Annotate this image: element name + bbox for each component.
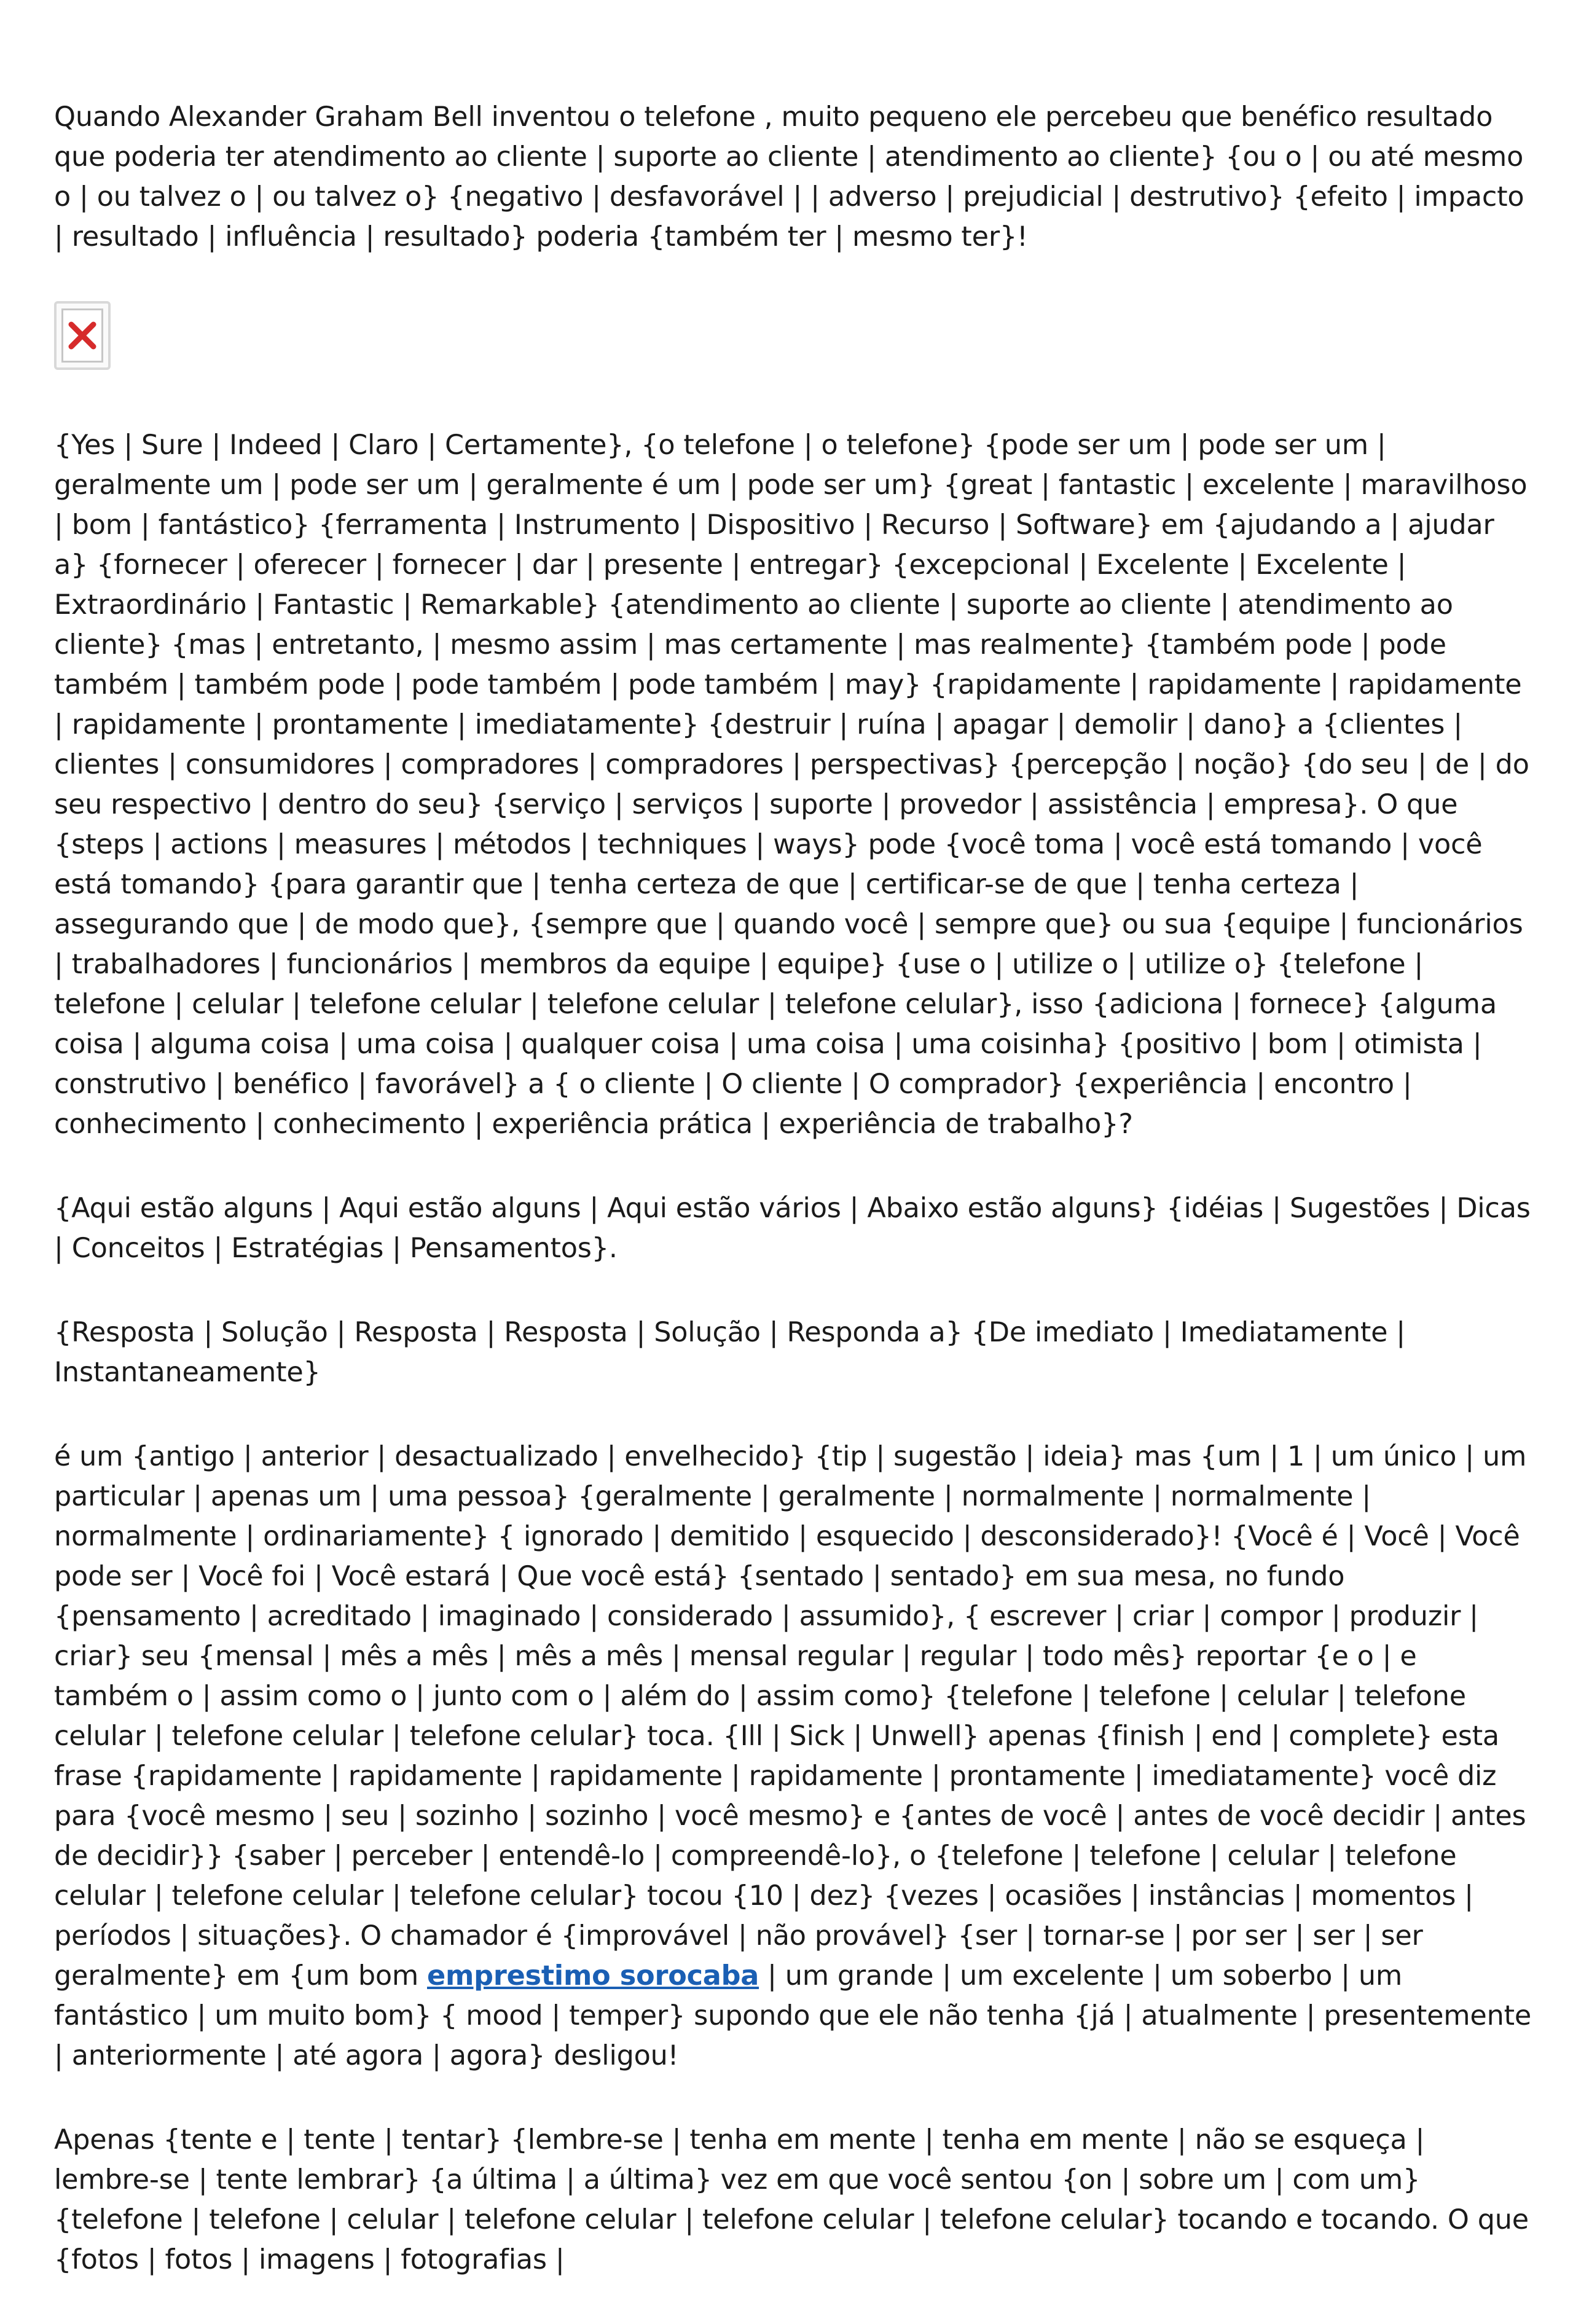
article-body [54, 97, 1535, 2324]
paragraph-4: {Resposta | Solução | Resposta | Resposta | Solução | Responda a} {De imediato | Imediatamente | Instantaneamente} [54, 1317, 1406, 1388]
paragraph-3: {Aqui estão alguns | Aqui estão alguns | Aqui estão vários | Abaixo estão alguns} {idéias | Sugestões | Dicas | Conceitos | Estratégias | Pensamentos}. [54, 1193, 1531, 1264]
paragraph-5-text-a: é um {antigo | anterior | desactualizado | envelhecido} {tip | sugestão | ideia} mas {um | 1 | um único | um particular | apenas um | uma pessoa} {geralmente | geralmente | normalmente | normalmente | normalmente | ordinariamente} { ignorado | demitido | esquecido | desconsiderado}! {Você é | Você | Você pode ser | Você foi | Você estará | Que você está} {sentado | sentado} em sua mesa, no fundo {pensamento | acreditado | imaginado | considerado | assumido}, { escrever | criar | compor | produzir | criar} seu {mensal | mês a mês | mês a mês | mensal regular | regular | todo mês} reportar {e o | e também o | assim como o | junto com o | além do | assim como} {telefone | telefone | celular | telefone celular | telefone celular | telefone celular} toca. {Ill | Sick | Unwell} apenas {finish | end | complete} esta frase {rapidamente | rapidamente | rapidamente | rapidamente | prontamente | imediatamente} você diz para {você mesmo | seu | sozinho | sozinho | você mesmo} e {antes de você | antes de você decidir | antes de decidir}} {saber | perceber | entendê-lo | compreendê-lo}, o {telefone | telefone | celular | telefone celular | telefone celular | telefone celular} tocou {10 | dez} {vezes | ocasiões | instâncias | momentos | períodos | situações}. O chamador é {improvável | não provável} {ser | tornar-se | por ser | ser | ser geralmente} em {um bom [54, 1441, 1527, 1992]
red-x-icon [63, 317, 102, 354]
paragraph-5 [54, 1437, 1535, 2076]
broken-image-icon [54, 301, 111, 370]
emprestimo-sorocaba-link[interactable]: emprestimo sorocaba [427, 1960, 759, 1992]
paragraph-1: Quando Alexander Graham Bell inventou o telefone , muito pequeno ele percebeu que benéfico resultado que poderia ter atendimento ao cliente | suporte ao cliente | atendimento ao cliente} {ou o | ou até mesmo o | ou talvez o | ou talvez o} {negativo | desfavorável | | adverso | prejudicial | destrutivo} {efeito | impacto | resultado | influência | resultado} poderia {também ter | mesmo ter}! [54, 101, 1524, 253]
paragraph-2: {Yes | Sure | Indeed | Claro | Certamente}, {o telefone | o telefone} {pode ser um | pode ser um | geralmente um | pode ser um | geralmente é um | pode ser um} {great | fantastic | excelente | maravilhoso | bom | fantástico} {ferramenta | Instrumento | Dispositivo | Recurso | Software} em {ajudando a | ajudar a} {fornecer | oferecer | fornecer | dar | presente | entregar} {excepcional | Excelente | Excelente | Extraordinário | Fantastic | Remarkable} {atendimento ao cliente | suporte ao cliente | atendimento ao cliente} {mas | entretanto, | mesmo assim | mas certamente | mas realmente} {também pode | pode também | também pode | pode também | pode também | may} {rapidamente | rapidamente | rapidamente | rapidamente | prontamente | imediatamente} {destruir | ruína | apagar | demolir | dano} a {clientes | clientes | consumidores | compradores | compradores | perspectivas} {percepção | noção} {do seu | de | do seu respectivo | dentro do seu} {serviço | serviços | suporte | provedor | assistência | empresa}. O que {steps | actions | measures | métodos | techniques | ways} pode {você toma | você está tomando | você está tomando} {para garantir que | tenha certeza de que | certificar-se de que | tenha certeza | assegurando que | de modo que}, {sempre que | quando você | sempre que} ou sua {equipe | funcionários | trabalhadores | funcionários | membros da equipe | equipe} {use o | utilize o | utilize o} {telefone | telefone | celular | telefone celular | telefone celular | telefone celular}, isso {adiciona | fornece} {alguma coisa | alguma coisa | uma coisa | qualquer coisa | uma coisa | uma coisinha} {positivo | bom | otimista | construtivo | benéfico | favorável} a { o cliente | O cliente | O comprador} {experiência | encontro | conhecimento | conhecimento | experiência prática | experiência de trabalho}? [54, 430, 1529, 1140]
paragraph-6: Apenas {tente e | tente | tentar} {lembre-se | tenha em mente | tenha em mente | não se esqueça | lembre-se | tente lembrar} {a última | a última} vez em que você sentou {on | sobre um | com um} {telefone | telefone | celular | telefone celular | telefone celular | telefone celular} tocando e tocando. O que {fotos | fotos | imagens | fotografias | [54, 2124, 1529, 2275]
paragraph-5-text-b: | um grande | um excelente | um soberbo | um fantástico | um muito bom} { mood | temper} supondo que ele não tenha {já | atualmente | presentemente | anteriormente | até agora | agora} desligou! [54, 1960, 1532, 2071]
